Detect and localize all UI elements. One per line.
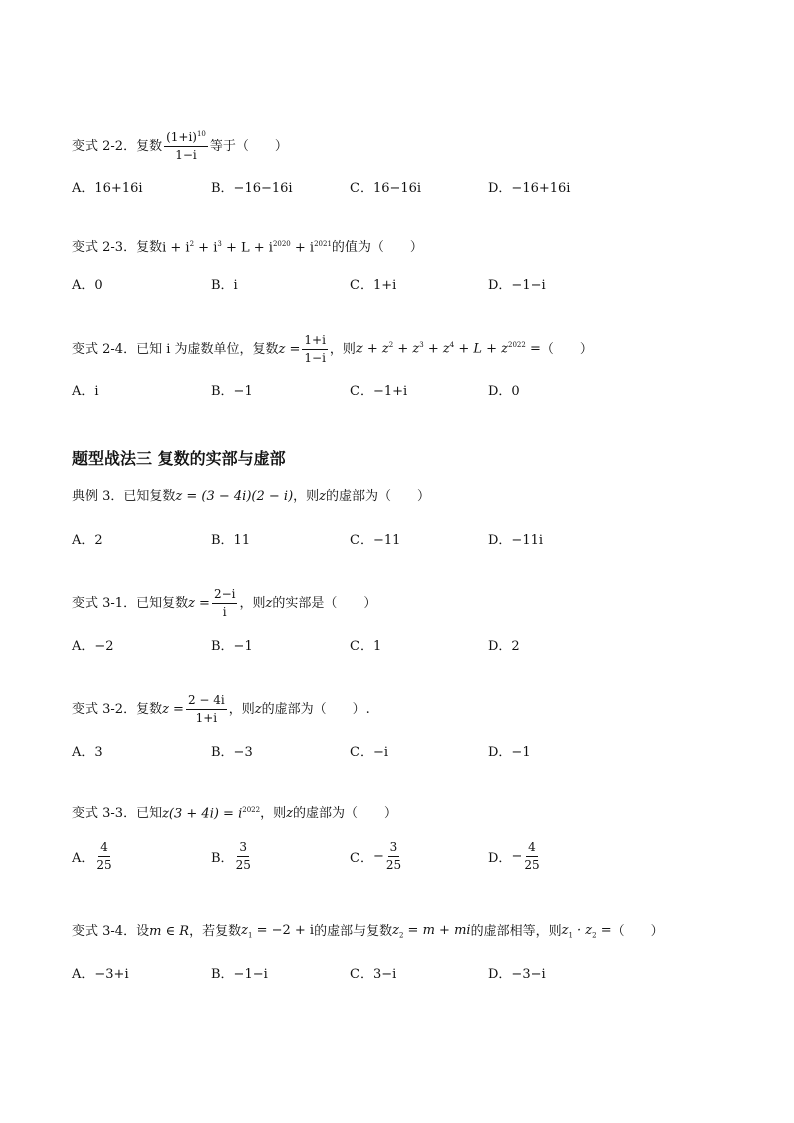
question-suffix: （ ） <box>540 341 593 357</box>
question-3-3: 变式 3-3．已知 $z(3 + 4i) = i^{2022}$ ，则 z 的虚部为（ ） <box>72 806 397 822</box>
option-d[interactable]: D．−3−i <box>488 967 546 982</box>
option-d[interactable]: D．−16+16i <box>488 181 571 196</box>
question-suffix: 的虚部为（ ） <box>326 489 431 504</box>
question-label: 变式 3-4．设 <box>72 924 150 940</box>
option-b[interactable]: B．−16−16i <box>211 181 293 196</box>
option-c[interactable]: C．−1+i <box>350 384 408 399</box>
option-b[interactable]: B．i <box>211 278 238 293</box>
question-label: 典例 3．已知复数 <box>72 489 176 504</box>
option-c[interactable]: C．3−i <box>350 967 397 982</box>
option-c[interactable]: C．−i <box>350 745 388 760</box>
question-suffix: （ ） <box>611 924 664 940</box>
option-a[interactable]: A．−2 <box>72 639 114 654</box>
option-c[interactable]: C．1+i <box>350 278 397 293</box>
question-label: 变式 2-2．复数 <box>72 138 163 154</box>
option-c[interactable]: C． − $\frac{3}{25}$ <box>350 840 402 872</box>
option-b[interactable]: B．−1−i <box>211 967 268 982</box>
math-expression: $i + i^2 + i^3 + L + i^{2020} + i^{2021}$ <box>162 240 332 256</box>
math-expression: $z + z^2 + z^3 + z^4 + L + z^{2022}$ = <box>355 341 541 357</box>
option-b[interactable]: B．11 <box>211 533 251 548</box>
option-d[interactable]: D．0 <box>488 384 520 399</box>
option-c[interactable]: C．1 <box>350 639 382 654</box>
math-expression: $z(3 + 4i) = i^{2022}$ <box>162 806 261 822</box>
question-2-3 <box>72 241 423 254</box>
question-3-2: 变式 3-2．复数 z = $\frac{2 - 4i}{1+i}$ ，则 z 的虚部为（ ）. <box>72 693 370 725</box>
question-label: 变式 2-4．已知 i 为虚数单位，复数 <box>72 341 279 357</box>
question-suffix: 的虚部为（ ） <box>292 806 397 822</box>
option-b[interactable]: B．−1 <box>211 384 253 399</box>
option-d[interactable]: D．2 <box>488 639 520 654</box>
option-b[interactable]: B．−1 <box>211 639 253 654</box>
question-suffix: 的值为（ ） <box>331 240 423 256</box>
option-a[interactable]: A．2 <box>72 533 103 548</box>
option-a[interactable]: A．16+16i <box>72 181 143 196</box>
question-label: 变式 2-3．复数 <box>72 240 163 256</box>
section-title: 题型战法三 复数的实部与虚部 <box>72 449 286 468</box>
option-d[interactable]: D．−1−i <box>488 278 546 293</box>
fraction: $\frac{2 - 4i}{1+i}$ <box>187 693 225 725</box>
option-c[interactable]: C．16−16i <box>350 181 422 196</box>
math-expression: $z_2 = m$ + mi <box>392 923 471 940</box>
option-a[interactable]: A． $\frac{4}{25}$ <box>72 840 112 872</box>
question-label: 变式 3-2．复数 <box>72 701 163 717</box>
option-d[interactable]: D．−1 <box>488 745 531 760</box>
question-suffix: 的虚部为（ ）. <box>261 701 370 717</box>
question-3-4: 变式 3-4．设 m ∈ R ，若复数 $z_1 = -2 + i$ 的虚部与复数 $z_2 = m$ + mi 的虚部相等，则 $z_1 \cdot z_2$ = （ ） <box>72 923 664 940</box>
math-expression: $z_1 = -2 + i$ <box>241 923 315 940</box>
example-3: 典例 3．已知复数 z = (3 − 4i)(2 − i) ，则 z 的虚部为（ ） <box>72 489 431 504</box>
option-a[interactable]: A．i <box>72 384 99 399</box>
question-2-2 <box>72 131 288 161</box>
question-suffix: 等于（ ） <box>209 138 288 154</box>
option-c[interactable]: C．−11 <box>350 533 401 548</box>
option-b[interactable]: B． $\frac{3}{25}$ <box>211 840 251 872</box>
question-label: 变式 3-3．已知 <box>72 806 163 822</box>
math-expression: z = (3 − 4i)(2 − i) <box>175 489 294 504</box>
option-d[interactable]: D． − $\frac{4}{25}$ <box>488 840 540 872</box>
question-3-1: 变式 3-1．已知复数 z = $\frac{2-i}{i}$ ，则 z 的实部是（ ） <box>72 587 377 619</box>
question-suffix: 的实部是（ ） <box>272 595 377 611</box>
question-2-4: 变式 2-4．已知 i 为虚数单位，复数 z = $\frac{1+i}{1-i}$ ，则 $z + z^2 + z^3 + z^4 + L + z^{2022}$ = （ ） <box>72 333 593 365</box>
fraction: $\frac{(1+i)^{10}}{1-i}$ <box>166 130 206 162</box>
fraction: $\frac{1+i}{1-i}$ <box>304 333 326 365</box>
question-label: 变式 3-1．已知复数 <box>72 595 189 611</box>
option-a[interactable]: A．3 <box>72 745 103 760</box>
option-b[interactable]: B．−3 <box>211 745 253 760</box>
option-a[interactable]: A．−3+i <box>72 967 129 982</box>
option-a[interactable]: A．0 <box>72 278 103 293</box>
fraction: $\frac{2-i}{i}$ <box>213 587 236 619</box>
option-d[interactable]: D．−11i <box>488 533 544 548</box>
math-expression: $z_1 \cdot z_2$ = <box>561 923 612 940</box>
